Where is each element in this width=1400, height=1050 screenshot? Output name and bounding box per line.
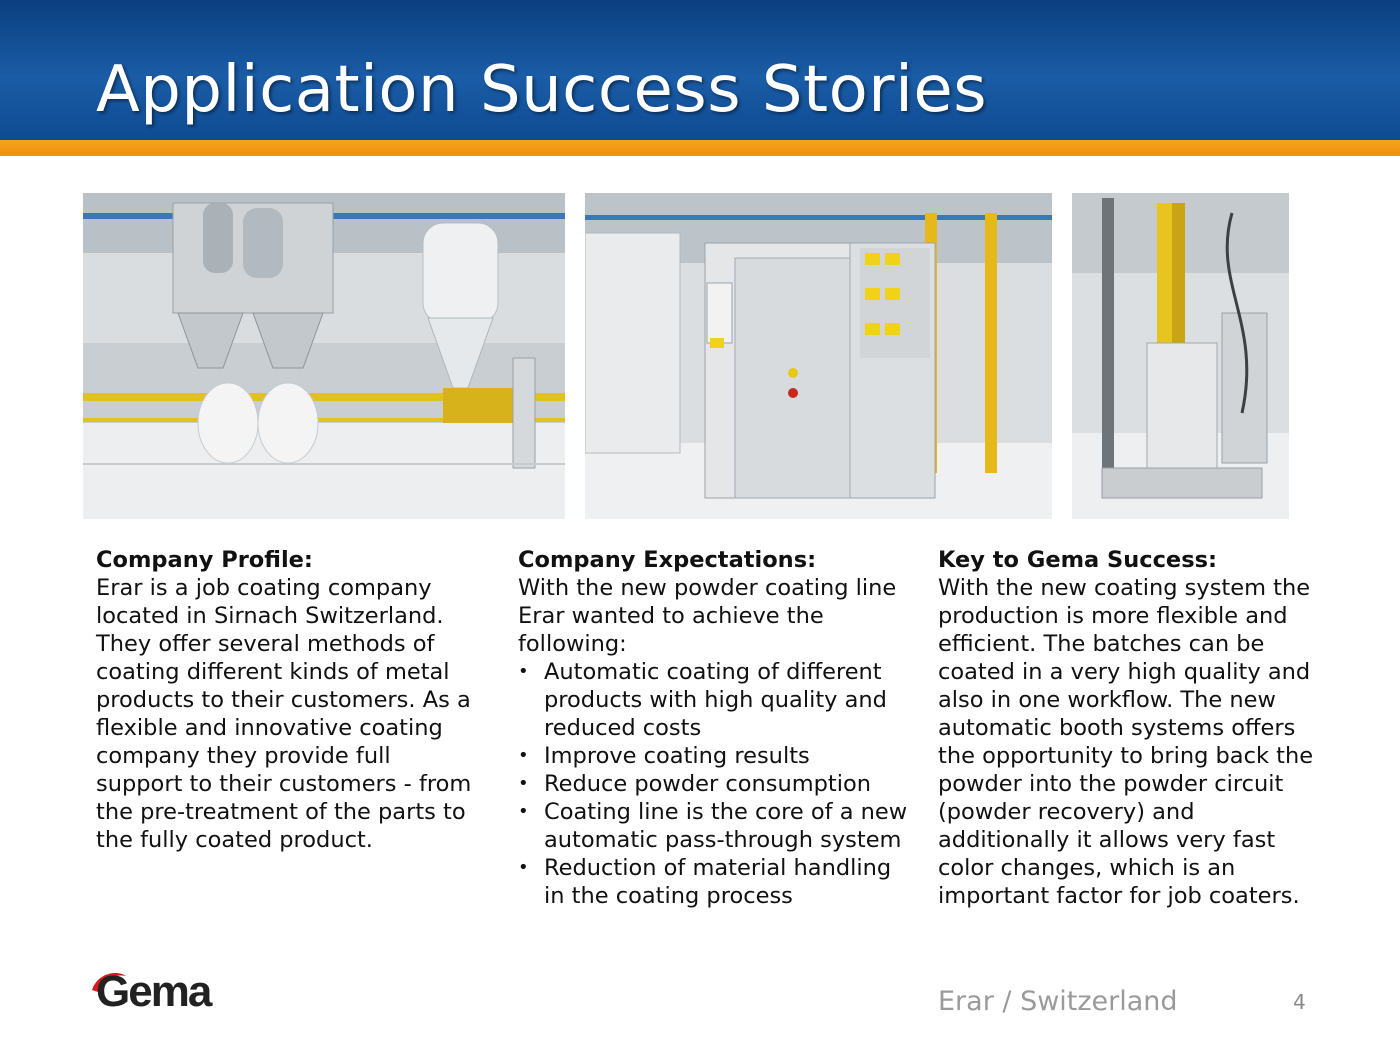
photo-control-cabinet [585,193,1052,519]
company-expectations-intro: With the new powder coating line Erar wanted to achieve the following: [518,575,897,657]
slide-title: Application Success Stories [96,53,988,127]
footer-location: Erar / Switzerland [938,986,1178,1017]
gema-success-column [938,546,1328,910]
company-profile-text: Erar is a job coating company located in Sirnach Switzerland. They offer several methods of coating different kinds of metal products to their customers. As a flexible and innovative coating company they provide full support to their customers - from the pre-treatment of the parts to the fully coated product. [96,575,472,853]
header-stripe [0,140,1400,156]
gema-success-text: With the new coating system the production is more flexible and efficient. The batches can be coated in a very high quality and also in one workflow. The new automatic booth systems offers the opportunity to bring back the powder into the powder circuit (powder recovery) and additionally it allows very fast color changes, which is an important factor for job coaters. [938,575,1314,909]
gema-success-heading: Key to Gema Success: [938,547,1217,573]
company-profile-column [96,546,476,854]
expectations-list [518,658,908,910]
gema-logo [88,966,218,1018]
company-profile-heading: Company Profile: [96,547,313,573]
list-item: • Coating line is the core of a new automatic pass-through system [518,798,908,854]
company-expectations-column [518,546,908,910]
gema-logo-text: Gema [96,967,211,1016]
page-number: 4 [1293,990,1306,1014]
photo-gema-reciprocator [1072,193,1289,519]
list-item: • Automatic coating of different products with high quality and reduced costs [518,658,908,742]
list-item: • Improve coating results [518,742,908,770]
list-item: • Reduction of material handling in the coating process [518,854,908,910]
company-expectations-heading: Company Expectations: [518,547,817,573]
list-item: • Reduce powder consumption [518,770,908,798]
photo-powder-recovery [83,193,565,519]
